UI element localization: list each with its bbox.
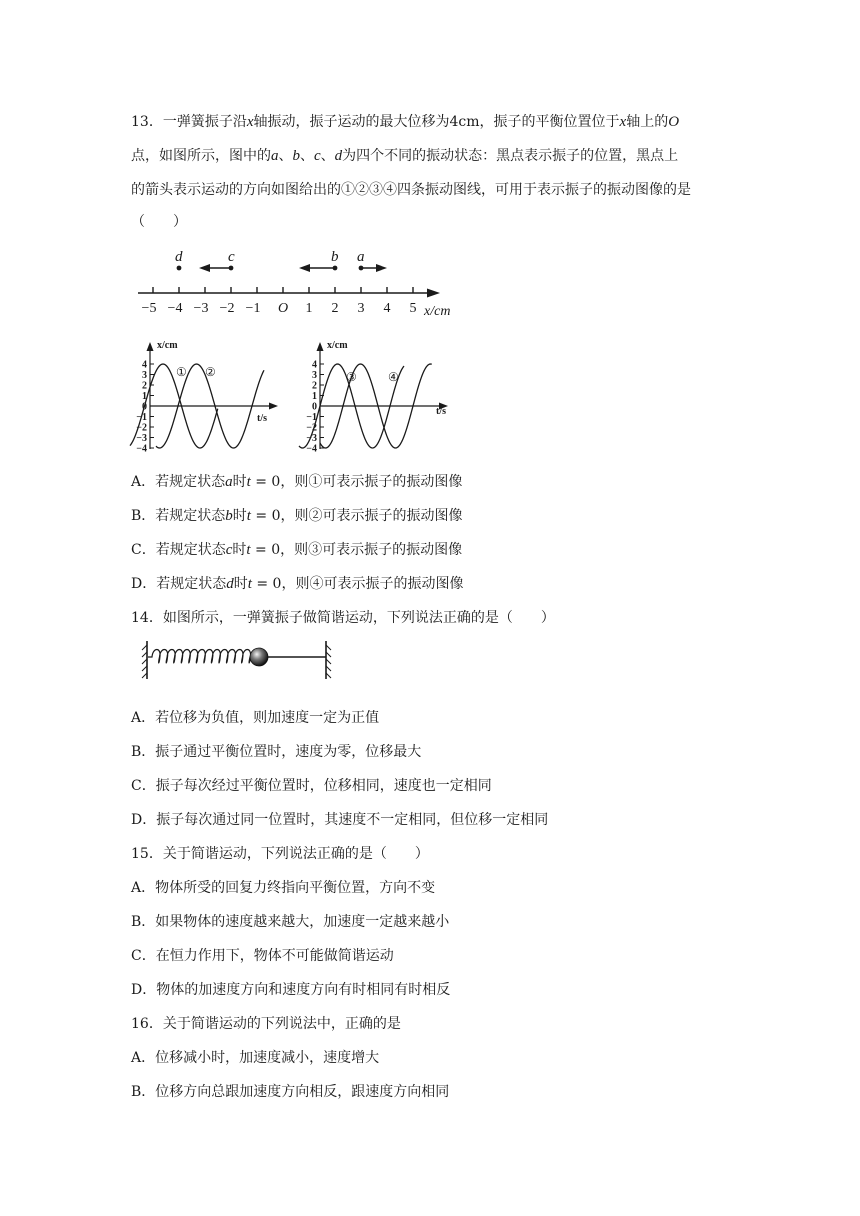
option-state-var: b: [225, 508, 233, 524]
option-text: B．若规定状态: [131, 508, 226, 524]
option-text: 时: [233, 576, 248, 592]
q15-stem: 15．关于简谐运动，下列说法正确的是（ ）: [131, 846, 429, 862]
y-tick-label: −4: [136, 443, 147, 452]
option-text: D．若规定状态: [131, 576, 227, 592]
state-d-dot: [177, 266, 182, 271]
y-tick-label: 2: [142, 380, 147, 392]
option-text: 时: [232, 508, 247, 524]
q14-option-d: D．振子每次通过同一位置时，其速度不一定相同，但位移一定相同: [131, 812, 549, 828]
y-tick-label: 4: [312, 359, 317, 371]
option-equation: = 0: [250, 542, 281, 558]
vibration-graph-right: [296, 336, 456, 452]
var-d: d: [334, 148, 343, 164]
q13-text: 点，如图所示，图中的: [131, 148, 271, 164]
separator: 、: [320, 148, 335, 164]
x-axis-ticks: [153, 287, 413, 293]
curve-1-label: ①: [176, 365, 187, 379]
x-tick-label: −3: [193, 301, 209, 316]
q14-option-b: B．振子通过平衡位置时，速度为零，位移最大: [131, 744, 422, 760]
x-tick-label: 4: [383, 301, 391, 316]
option-state-var: d: [226, 576, 234, 592]
x-tick-label: −2: [219, 301, 235, 316]
y-axis-label: x/cm: [157, 340, 178, 351]
x-tick-label: 5: [409, 301, 417, 316]
curve-3-label: ③: [346, 370, 357, 384]
option-equation: = 0: [250, 508, 281, 524]
x-axis-arrow: [427, 289, 440, 298]
q14-option-c: C．振子每次经过平衡位置时，位移相同，速度也一定相同: [131, 778, 492, 794]
y-axis-ticks: [306, 360, 324, 453]
option-text: C．若规定状态: [131, 542, 226, 558]
y-tick-label: −1: [306, 412, 317, 423]
t-axis-arrow: [269, 403, 278, 410]
curve-4-label: ④: [388, 370, 399, 384]
state-d-label: d: [175, 249, 183, 265]
y-tick-label: 3: [312, 370, 317, 381]
separator: 、: [300, 148, 314, 164]
q13-option-a: [131, 472, 462, 492]
q15-option-a: A．物体所受的回复力终指向平衡位置，方向不变: [131, 880, 436, 896]
y-tick-label: 0: [312, 401, 317, 413]
q15-option-b: B．如果物体的速度越来越大，加速度一定越来越小: [131, 914, 450, 930]
option-text: 时: [232, 474, 247, 490]
q13-option-d: [131, 574, 463, 594]
option-text: ，则④可表示振子的振动图像: [281, 576, 464, 592]
x-axis-unit: x/cm: [424, 304, 451, 319]
y-tick-label: −2: [306, 422, 317, 434]
spring-oscillator-figure: [138, 638, 338, 682]
q14-stem: 14．如图所示，一弹簧振子做简谐运动，下列说法正确的是（ ）: [131, 610, 555, 626]
state-a-arrow-head: [376, 264, 387, 272]
state-c-arrow-head: [199, 264, 210, 272]
var-o: O: [668, 114, 680, 130]
y-tick-label: 0: [142, 401, 147, 413]
var-a: a: [271, 148, 279, 164]
q14-option-a: A．若位移为负值，则加速度一定为正值: [131, 710, 380, 726]
y-tick-label: −2: [136, 422, 147, 434]
x-tick-label: 2: [331, 301, 339, 316]
option-state-var: c: [225, 542, 233, 558]
q13-line-3: 的箭头表示运动的方向如图给出的①②③④四条振动图线，可用于表示振子的振动图像的是: [131, 182, 691, 198]
q13-option-c: [131, 540, 462, 560]
option-text: ，则③可表示振子的振动图像: [280, 542, 463, 558]
q16-option-a: A．位移减小时，加速度减小，速度增大: [131, 1050, 380, 1066]
y-axis-arrow: [317, 342, 324, 351]
var-x: x: [619, 114, 627, 130]
y-tick-label: −4: [306, 443, 317, 452]
option-time-var: t: [246, 542, 251, 558]
option-time-var: t: [246, 474, 251, 490]
y-tick-label: 2: [312, 380, 317, 392]
q13-line-1: [131, 112, 679, 132]
option-time-var: t: [246, 508, 251, 524]
q13-option-b: [131, 506, 463, 526]
option-text: ，则②可表示振子的振动图像: [280, 508, 463, 524]
q16-option-b: B．位移方向总跟加速度方向相反，跟速度方向相同: [131, 1084, 450, 1100]
q13-answer-blank: （ ）: [131, 214, 187, 230]
q13-text: 13．一弹簧振子沿: [131, 114, 247, 130]
y-tick-label: −1: [136, 412, 147, 423]
state-b-arrow-head: [299, 264, 310, 272]
state-a-label: a: [357, 249, 365, 265]
q16-stem: 16．关于简谐运动的下列说法中，正确的是: [131, 1016, 401, 1032]
var-x: x: [246, 114, 254, 130]
x-axis-tick-labels: [142, 301, 417, 316]
x-tick-label: 3: [357, 301, 365, 316]
y-tick-label: −3: [306, 433, 317, 444]
var-b: b: [292, 148, 300, 164]
q15-option-d: D．物体的加速度方向和速度方向有时相同有时相反: [131, 982, 451, 998]
spring-coil: [148, 650, 251, 664]
y-tick-label: 4: [142, 359, 147, 371]
curve-2-label: ②: [205, 365, 216, 379]
option-equation: = 0: [251, 576, 282, 592]
option-text: 时: [232, 542, 247, 558]
q13-line-2: [131, 146, 678, 166]
y-tick-label: 1: [312, 391, 317, 402]
option-text: ，则①可表示振子的振动图像: [280, 474, 463, 490]
option-state-var: a: [225, 474, 233, 490]
state-c-label: c: [228, 249, 235, 265]
var-c: c: [314, 148, 321, 164]
oscillator-ball: [250, 648, 268, 666]
option-time-var: t: [247, 576, 252, 592]
x-tick-label: O: [277, 301, 289, 316]
y-tick-label: 1: [142, 391, 147, 402]
q13-text: 轴上的: [626, 114, 669, 130]
x-tick-label: −5: [141, 301, 157, 316]
state-b-label: b: [331, 249, 339, 265]
option-text: A．若规定状态: [131, 474, 226, 490]
option-equation: = 0: [250, 474, 281, 490]
x-tick-label: 1: [305, 301, 313, 316]
y-axis-label: x/cm: [327, 340, 348, 351]
t-axis-label: t/s: [257, 413, 267, 424]
vibration-graph-left: [126, 336, 286, 452]
q13-text: 轴振动，振子运动的最大位移为4cm，振子的平衡位置位于: [253, 114, 620, 130]
number-line-figure: [130, 240, 470, 322]
y-axis-arrow: [147, 342, 154, 351]
x-tick-label: −1: [245, 301, 261, 316]
t-axis-label: t/s: [436, 406, 446, 417]
y-tick-label: 3: [142, 370, 147, 381]
separator: 、: [278, 148, 293, 164]
q15-option-c: C．在恒力作用下，物体不可能做简谐运动: [131, 948, 394, 964]
y-tick-label: −3: [136, 433, 147, 444]
x-tick-label: −4: [167, 301, 183, 316]
q13-text: 为四个不同的振动状态：黑点表示振子的位置，黑点上: [342, 148, 679, 164]
